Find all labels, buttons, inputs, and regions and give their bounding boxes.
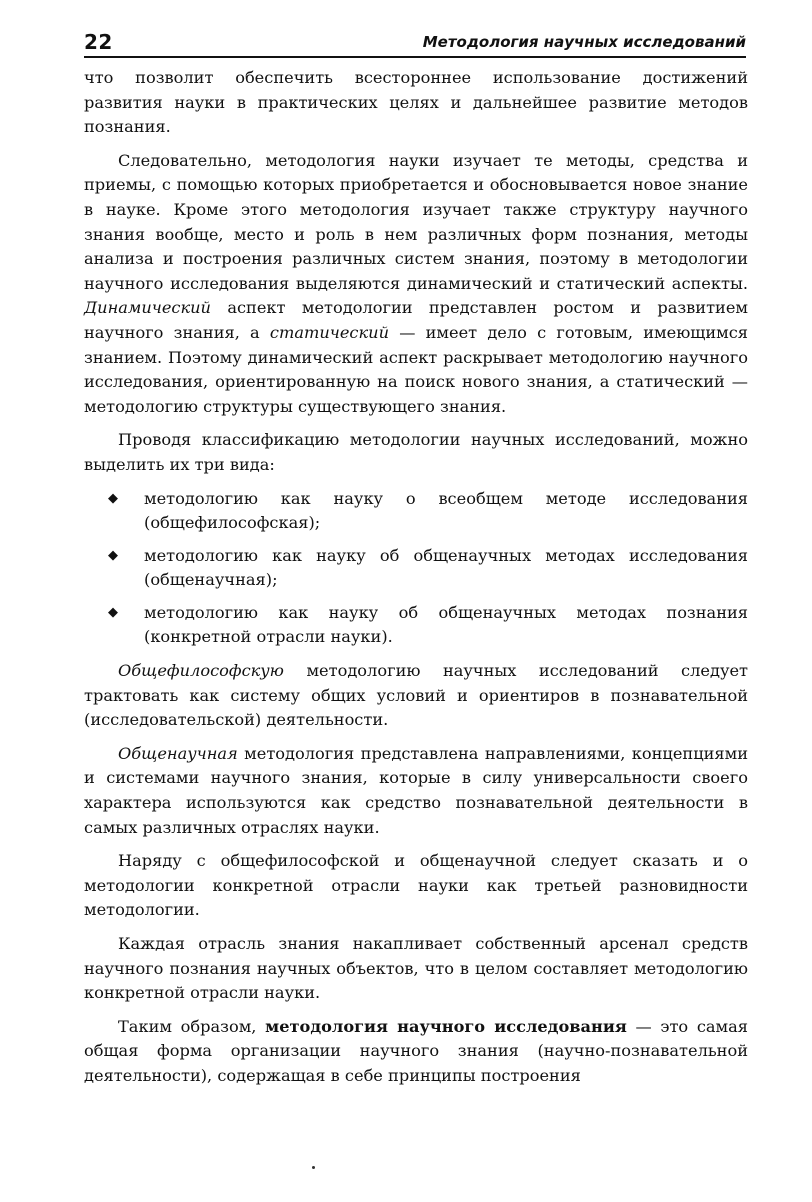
term-static: статический	[269, 322, 389, 342]
list-item-text: методологию как науку об общенаучных методах исследования (общенаучная);	[144, 545, 748, 590]
list-item	[84, 544, 748, 593]
paragraph-text: Каждая отрасль знания накапливает собственный арсенал средств научного познания научных объектов, что в целом составляет методологию конкретной отрасли науки.	[84, 934, 748, 1003]
paragraph-conclusion	[84, 1015, 748, 1089]
paragraph-text: методология представлена направлениями, концепциями и системами научного знания, которые в силу универсальности своего характера используются как средство познавательной деятельности в самых различных отраслях науки.	[84, 743, 748, 837]
term-general-philosophical: Общефилософскую	[118, 661, 284, 681]
paragraph-text: Проводя классификацию методологии научных исследований, можно выделить их три вида:	[84, 430, 748, 474]
paragraph-text: методологию научных исследований следует трактовать как систему общих условий и ориентиров в познавательной (исследовательской) деятельности.	[84, 661, 748, 730]
list-item-text: методологию как науку об общенаучных методах познания (конкретной отрасли науки).	[144, 602, 748, 647]
paragraph-text: Следовательно, методология науки изучает те методы, средства и приемы, с помощью которых приобретается и обосновывается новое знание в науке. Кроме этого методология изучает также структуру научного знания вообще, место и роль в нем различных форм познания, методы анализа и построения различных систем знания, поэтому в методологии научного исследования выделяются динамический и статический аспекты.	[84, 150, 748, 293]
term-general-scientific: Общенаучная	[118, 743, 238, 763]
page-header	[84, 24, 746, 58]
paragraph-text: — имеет дело с готовым, имеющимся знанием. Поэтому динамический аспект раскрывает методологию научного исследования, ориентированную на поиск нового знания, а статический — методологию структуры существующего знания.	[84, 322, 748, 416]
body-text	[84, 66, 748, 1098]
paragraph-text: Таким образом,	[118, 1016, 257, 1036]
list-item	[84, 487, 748, 536]
scan-speck	[312, 1166, 315, 1169]
paragraph-specific-branch	[84, 849, 748, 923]
paragraph-general-scientific	[84, 742, 748, 840]
paragraph-text: что позволит обеспечить всестороннее использование достижений развития науки в практических целях и дальнейшее развитие методов познания.	[84, 68, 748, 137]
bullet-icon: ◆	[108, 604, 118, 620]
paragraph-general-philosophical	[84, 659, 748, 733]
term-research-methodology: методология научного исследования	[265, 1016, 627, 1036]
paragraph-classification-intro	[84, 428, 748, 477]
methodology-types-list	[84, 487, 748, 651]
term-dynamic: Динамический	[84, 298, 211, 318]
list-item-text: методологию как науку о всеобщем методе исследования (общефилософская);	[144, 488, 748, 533]
paragraph-text: — это самая общая форма организации научного знания (научно-познавательной деятельности), содержащая в себе принципы построения	[84, 1016, 748, 1085]
page-number: 22	[84, 30, 113, 54]
paragraph-continuation	[84, 66, 748, 140]
paragraph-text: аспект методологии представлен ростом и развитием научного знания, а	[84, 298, 748, 342]
paragraph-text: Наряду с общефилософской и общенаучной следует сказать и о методологии конкретной отрасли науки как третьей разновидности методологии.	[84, 851, 748, 920]
bullet-icon: ◆	[108, 490, 118, 506]
paragraph-methodology-definition	[84, 149, 748, 420]
bullet-icon: ◆	[108, 547, 118, 563]
list-item	[84, 601, 748, 650]
running-title: Методология научных исследований	[422, 33, 746, 51]
paragraph-branch-arsenal	[84, 932, 748, 1006]
